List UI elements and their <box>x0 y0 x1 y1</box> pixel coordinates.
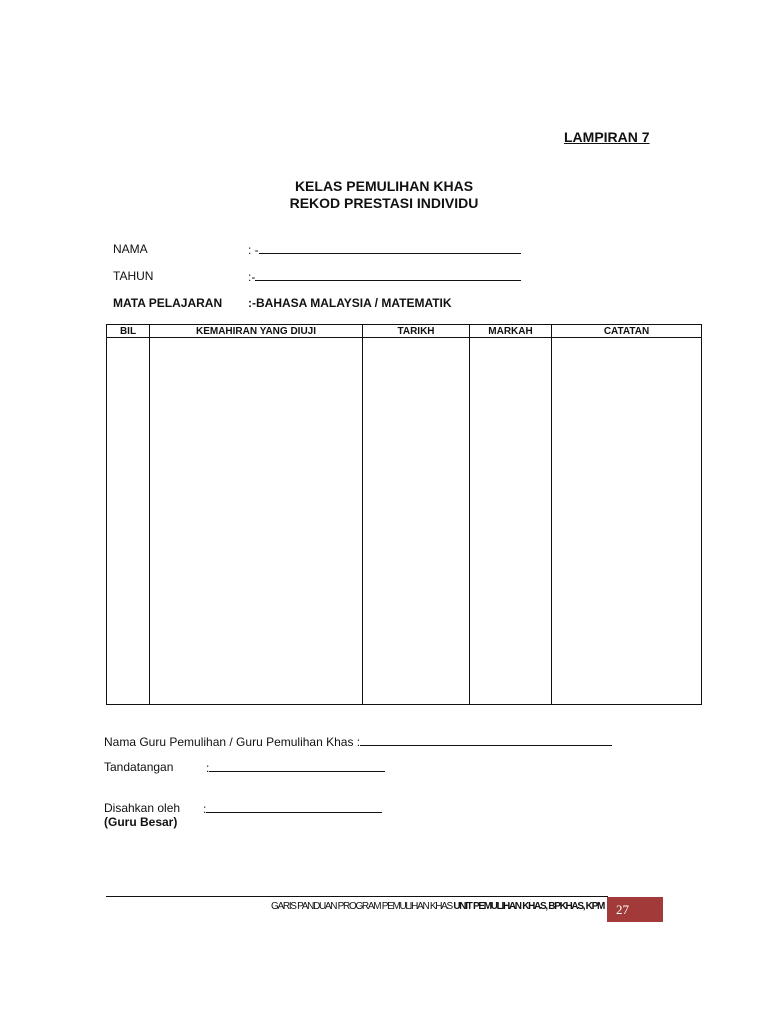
mata-pelajaran-label: MATA PELAJARAN <box>113 296 223 310</box>
disahkan-blank-line <box>206 801 382 813</box>
appendix-label: LAMPIRAN 7 <box>564 129 650 145</box>
mata-pelajaran-value: :-BAHASA MALAYSIA / MATEMATIK <box>248 296 452 310</box>
guru-besar-label: (Guru Besar) <box>104 815 178 829</box>
document-subtitle: REKOD PRESTASI INDIVIDU <box>289 195 479 211</box>
tahun-blank-line <box>255 269 521 281</box>
footer-text <box>271 901 604 912</box>
cell-tarikh[interactable] <box>363 338 470 705</box>
cell-kemahiran[interactable] <box>150 338 363 705</box>
table-header-row <box>107 325 702 338</box>
disahkan-field[interactable] <box>203 801 382 816</box>
page-number: 27 <box>607 897 663 922</box>
tandatangan-colon: : <box>206 761 210 775</box>
col-kemahiran: KEMAHIRAN YANG DIUJI <box>150 325 363 338</box>
nama-colon: : - <box>248 243 259 257</box>
tahun-colon: :- <box>248 270 256 284</box>
footer-text-bold: UNIT PEMULIHAN KHAS, BPKHAS, KPM <box>453 901 604 912</box>
col-markah: MARKAH <box>470 325 552 338</box>
nama-blank-line <box>259 242 521 254</box>
col-tarikh: TARIKH <box>363 325 470 338</box>
nama-label: NAMA <box>113 242 148 256</box>
col-bil: BIL <box>107 325 150 338</box>
tandatangan-field[interactable] <box>206 760 385 775</box>
tandatangan-label: Tandatangan <box>104 760 174 774</box>
cell-bil[interactable] <box>107 338 150 705</box>
cell-markah[interactable] <box>470 338 552 705</box>
disahkan-label: Disahkan oleh <box>104 801 181 815</box>
tahun-label: TAHUN <box>113 269 154 283</box>
tandatangan-blank-line <box>209 760 385 772</box>
disahkan-colon: : <box>203 802 207 816</box>
record-table <box>106 324 702 705</box>
document-title: KELAS PEMULIHAN KHAS <box>294 178 474 194</box>
col-catatan: CATATAN <box>552 325 702 338</box>
cell-catatan[interactable] <box>552 338 702 705</box>
guru-blank-line <box>360 734 612 746</box>
footer-divider <box>106 896 608 897</box>
table-row <box>107 338 702 705</box>
footer-text-normal: GARIS PANDUAN PROGRAM PEMULIHAN KHAS <box>271 901 454 912</box>
guru-pemulihan-label: Nama Guru Pemulihan / Guru Pemulihan Khas : <box>104 735 361 749</box>
guru-pemulihan-field[interactable] <box>104 734 612 749</box>
tahun-field[interactable] <box>248 269 521 284</box>
nama-field[interactable] <box>248 242 521 257</box>
